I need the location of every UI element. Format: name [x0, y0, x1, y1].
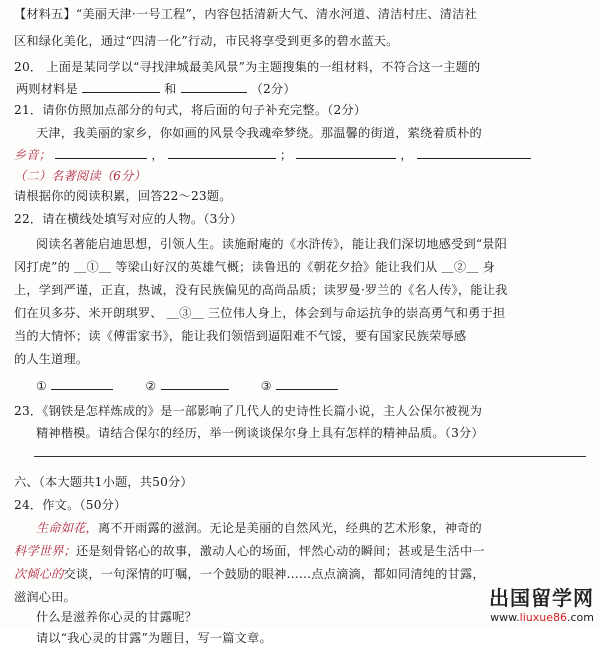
q21-sep-2: ；: [279, 148, 293, 162]
q21-sep-1: ，: [151, 148, 164, 162]
q23-answer-line[interactable]: [34, 456, 586, 457]
essay-hand-1: 生命如花，: [36, 521, 98, 535]
q21-handwritten-prefix: 乡音；: [14, 148, 52, 162]
q22-para-6: 的人生道理。: [14, 352, 89, 366]
essay-prompt-4: 滋润心田。: [14, 590, 76, 604]
material5-line-1: 【材料五】“美丽天津·一号工程”，内容包括清新大气、清水河道、清洁村庄、清洁社: [14, 7, 477, 21]
q22-para-2: 冈打虎”的 ＿①＿ 等梁山好汉的英雄气概；读鲁迅的《朝花夕拾》能让我们从 ＿②＿ 身: [14, 260, 496, 274]
q21-blank-3[interactable]: [296, 146, 396, 159]
q20-line-2: [16, 80, 296, 97]
essay-hand-2: 科学世界；: [14, 544, 76, 558]
section-2-heading: （二）名著阅读（6分）: [14, 169, 146, 183]
q21-blank-1[interactable]: [55, 146, 147, 159]
essay-prompt-2: [14, 543, 485, 559]
q20-blank-2[interactable]: [181, 80, 247, 93]
q21-line-3: [14, 146, 531, 163]
logo-url-prefix: www.: [490, 611, 520, 624]
q22-para-4: 们在贝多芬、米开朗琪罗、 ＿③＿ 三位伟人身上，体会到与命运抗争的崇高勇气和勇于担: [14, 306, 506, 320]
q20-and: 和: [164, 82, 177, 96]
q22-answer-3-label: ③: [260, 379, 272, 393]
q21-line-1: 21．请你仿照加点部分的句式，将后面的句子补充完整。（2分）: [14, 103, 367, 117]
essay-prompt-5: 什么是滋养你心灵的甘露呢？: [36, 610, 198, 624]
q20-prefix: 两则材料是: [16, 82, 78, 96]
q22-answer-1-label: ①: [36, 379, 48, 393]
q22-para-1: 阅读名著能启迪思想，引领人生。读施耐庵的《水浒传》，能让我们深切地感受到“景阳: [36, 237, 508, 251]
site-logo: [489, 582, 594, 624]
essay-hand-3: 次倾心的: [14, 567, 64, 581]
q22-answer-3-blank[interactable]: [276, 377, 338, 390]
q22-para-5: 当的大情怀；读《傅雷家书》，能让我们领悟到逼阳难不气馁，要有国家民族荣辱感: [14, 329, 467, 343]
logo-url-suffix: .com: [567, 611, 594, 624]
essay-text-1: 离不开雨露的滋润。无论是美丽的自然风光，经典的艺术形象，神奇的: [97, 521, 482, 535]
q23-line-1: 23．《钢铁是怎样炼成的》是一部影响了几代人的史诗性长篇小说，主人公保尔被视为: [14, 404, 483, 418]
section-2-title: [14, 168, 146, 184]
q20-points: （2分）: [250, 82, 296, 96]
q21-blank-2[interactable]: [168, 146, 276, 159]
section-2-note: 请根据你的阅读积累，回答22～23题。: [14, 189, 232, 203]
q20-blank-1[interactable]: [82, 80, 160, 93]
material5-line-2: 区和绿化美化，通过“四清一化”行动，市民将享受到更多的碧水蓝天。: [14, 34, 399, 48]
essay-text-3: 交谈，一句深情的叮嘱，一个鼓励的眼神……点点滴滴，都如同清纯的甘露，: [63, 567, 485, 581]
essay-text-2: 还是刻骨铭心的故事，激动人心的场面，怦然心动的瞬间；甚或是生活中一: [75, 544, 485, 558]
q23-line-2: 精神楷模。请结合保尔的经历，举一例谈谈保尔身上具有怎样的精神品质。（3分）: [36, 426, 484, 440]
q22-answer-2-label: ②: [145, 379, 157, 393]
logo-name: 出国留学网: [489, 586, 594, 610]
q21-blank-4[interactable]: [417, 146, 531, 159]
logo-url: [489, 611, 594, 624]
q21-line-2: 天津，我美丽的家乡，你如画的风景令我魂牵梦绕。那温馨的街道，萦绕着质朴的: [36, 126, 482, 140]
q22-answer-1-blank[interactable]: [51, 377, 113, 390]
q22-para-3: 上，学到严谨，正直，热诚，没有民族偏见的高尚品质；读罗曼·罗兰的《名人传》，能让我: [14, 283, 508, 297]
essay-prompt-6: 请以“我心灵的甘露”为题目，写一篇文章。: [36, 631, 272, 645]
essay-prompt-3: [14, 566, 485, 582]
essay-prompt-1: [36, 520, 482, 536]
q22-answer-2-blank[interactable]: [161, 377, 229, 390]
q21-sep-3: ，: [400, 148, 413, 162]
q22-line-1: 22．请在横线处填写对应的人物。（3分）: [14, 212, 243, 226]
section-6-title: 六、（本大题共1小题，共50分）: [14, 475, 193, 489]
q24-title: 24．作文。（50分）: [14, 498, 127, 512]
q22-answers: [36, 377, 338, 394]
q20-line-1: 20． 上面是某同学以“寻找津城最美风景”为主题搜集的一组材料，不符合这一主题的: [14, 60, 481, 74]
logo-url-brand: liuxue86: [519, 611, 567, 624]
